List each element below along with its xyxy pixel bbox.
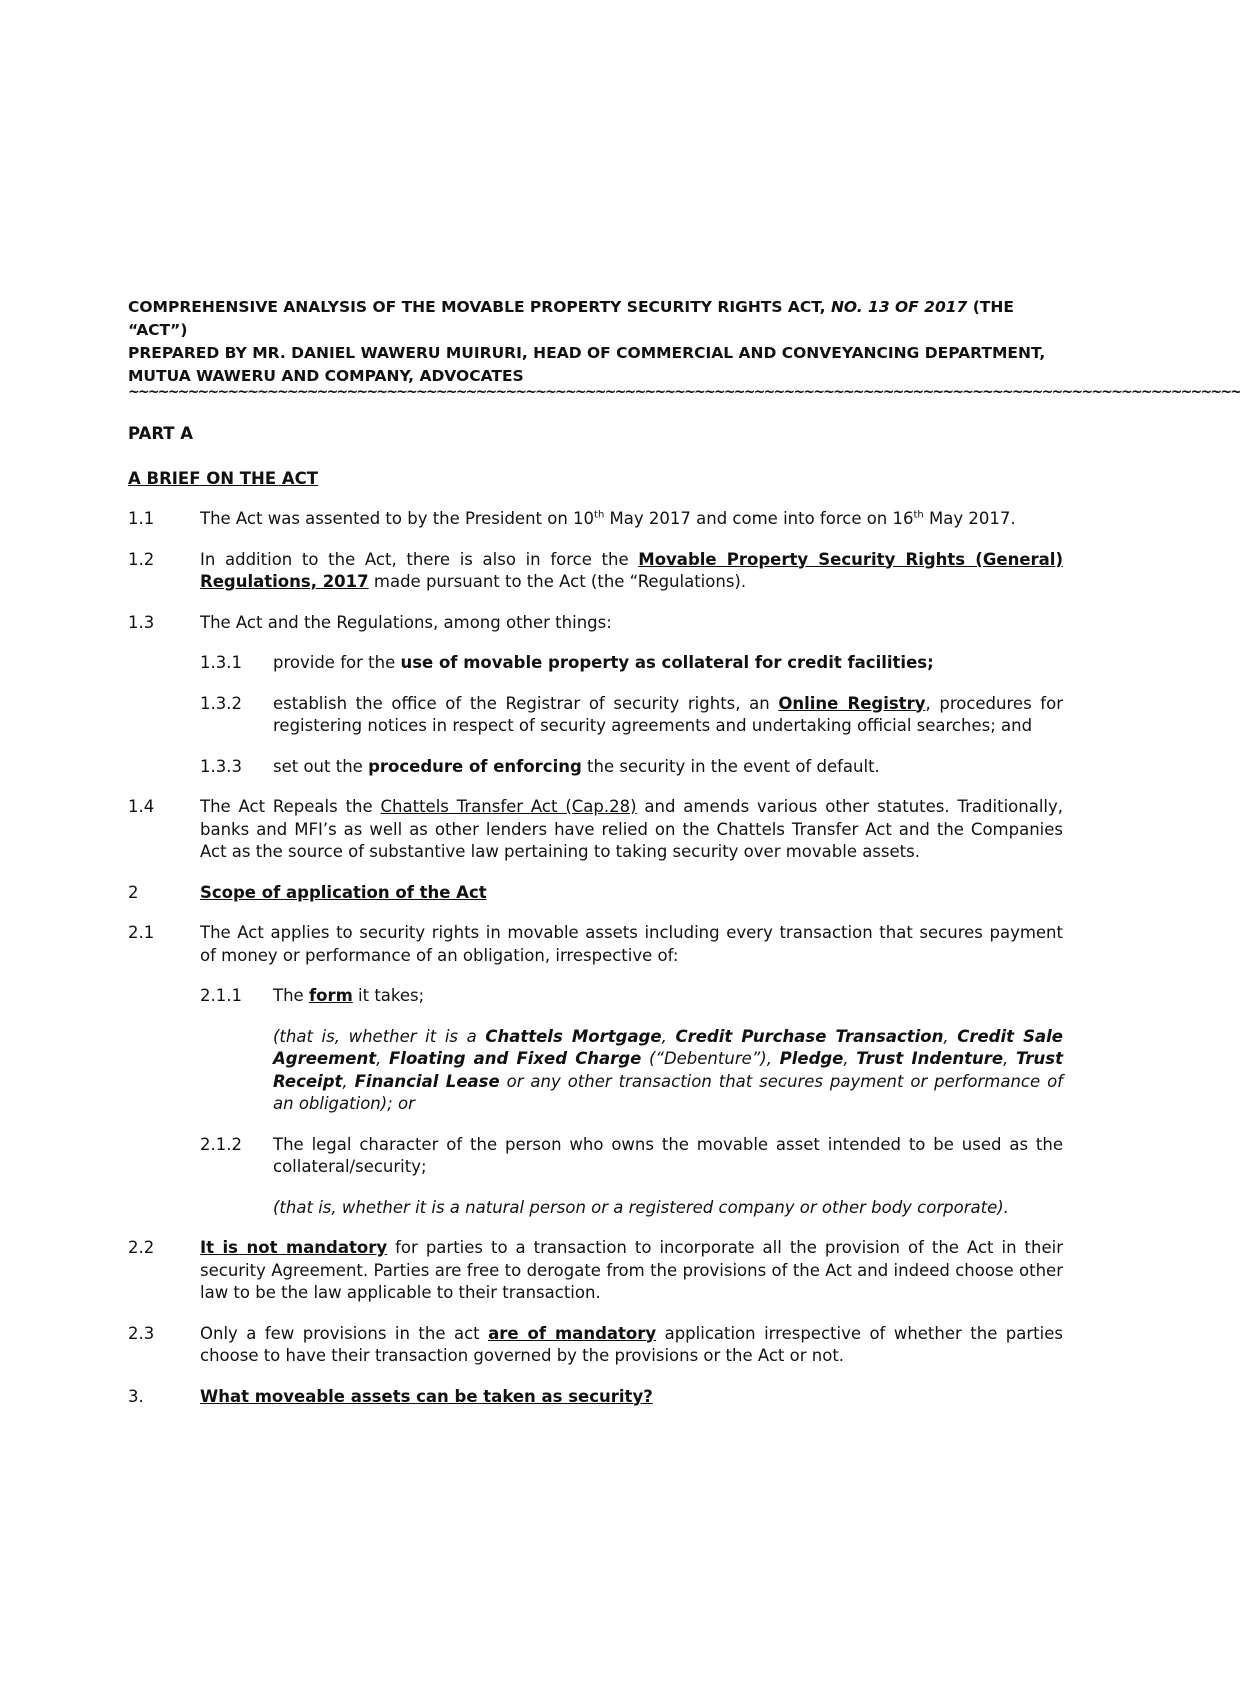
clause-1-3-1 [200, 652, 1063, 675]
header-line-2: PREPARED BY MR. DANIEL WAWERU MUIRURI, HEAD OF COMMERCIAL AND CONVEYANCING DEPARTMENT, [128, 344, 1046, 362]
clause-text: In addition to the Act, there is also in force the Movable Property Security Rights (General) Regulations, 2017 made pursuant to the Act (the “Regulations). [200, 549, 1063, 591]
clause-number: 2.3 [128, 1323, 155, 1343]
clause-text: It is not mandatory for parties to a transaction to incorporate all the provision of the Act in their security Agreement. Parties are free to derogate from the provisions of the Act and indeed choose other law to be the law applicable to their transaction. [200, 1238, 1063, 1302]
section-title: What moveable assets can be taken as security? [200, 1386, 653, 1406]
section-2-heading [128, 882, 1063, 905]
clause-text: The Act applies to security rights in movable assets including every transaction that secures payment of money or performance of an obligation, irrespective of: [200, 923, 1063, 965]
clause-2-1-1-note: (that is, whether it is a Chattels Mortgage, Credit Purchase Transaction, Credit Sale Agreement, Floating and Fixed Charge (“Debenture”), Pledge, Trust Indenture, Trust Receipt, Financial Lease or any other transaction that secures payment or performance of an obligation); or [273, 1026, 1063, 1113]
clause-2-1 [128, 922, 1063, 967]
document-header [128, 296, 1063, 388]
clause-1-3-3 [200, 756, 1063, 779]
clause-number: 1.3.2 [200, 693, 242, 713]
clause-1-3 [128, 612, 1063, 635]
section-title: Scope of application of the Act [200, 882, 487, 902]
header-line-3: MUTUA WAWERU AND COMPANY, ADVOCATES [128, 367, 524, 385]
clause-1-2 [128, 549, 1063, 594]
clause-text: The Act was assented to by the President on 10th May 2017 and come into force on 16th May 2017. [200, 509, 1016, 528]
clause-1-1 [128, 508, 1063, 531]
clause-text: The legal character of the person who owns the movable asset intended to be used as the collateral/security; [273, 1134, 1063, 1176]
clause-2-3 [128, 1323, 1063, 1368]
clause-number: 1.4 [128, 797, 155, 816]
clause-number: 1.1 [128, 509, 155, 528]
section-number: 2 [128, 882, 139, 902]
clause-number: 1.3.3 [200, 756, 242, 776]
section-number: 3. [128, 1386, 144, 1406]
clause-text: The form it takes; [273, 986, 425, 1005]
clause-2-2 [128, 1237, 1063, 1305]
clause-text: Only a few provisions in the act are of mandatory application irrespective of whether the parties choose to have their transaction governed by the provisions or the Act or not. [200, 1323, 1063, 1365]
clause-text: provide for the use of movable property as collateral for credit facilities; [273, 653, 934, 672]
clause-number: 2.1 [128, 923, 155, 942]
clause-text: establish the office of the Registrar of security rights, an Online Registry, procedures for registering notices in respect of security agreements and undertaking official searches; and [273, 693, 1063, 735]
chattels-transfer-act-reference: Chattels Transfer Act (Cap.28) [380, 797, 637, 816]
header-line-1: COMPREHENSIVE ANALYSIS OF THE MOVABLE PROPERTY SECURITY RIGHTS ACT, NO. 13 OF 2017 (THE “ACT”) [128, 298, 1014, 339]
clause-number: 2.1.2 [200, 1134, 242, 1154]
clause-text: The Act and the Regulations, among other things: [200, 612, 612, 632]
regulations-reference: Movable Property Security Rights (General) Regulations, 2017 [200, 549, 1063, 591]
document-page [128, 296, 1240, 1408]
part-subtitle: A BRIEF ON THE ACT [128, 468, 319, 488]
clause-text: The Act Repeals the Chattels Transfer Act (Cap.28) and amends various other statutes. Traditionally, banks and MFI’s as well as other lenders have relied on the Chattels Transfer Act and the Companies Act as the source of substantive law pertaining to taking security over movable assets. [200, 797, 1063, 861]
clause-number: 2.1.1 [200, 986, 242, 1005]
clause-1-3-2 [200, 693, 1063, 738]
clause-2-1-2-note: (that is, whether it is a natural person or a registered company or other body corporate). [273, 1197, 1009, 1217]
online-registry-reference: Online Registry [778, 693, 926, 713]
clause-text: set out the procedure of enforcing the security in the event of default. [273, 756, 880, 776]
clause-2-1-2 [200, 1134, 1063, 1179]
clause-number: 1.3.1 [200, 653, 242, 672]
clause-number: 1.2 [128, 549, 155, 569]
header-tilde-rule: ~~~~~~~~~~~~~~~~~~~~~~~~~~~~~~~~~~~~~~~~~~~~~~~~~~~~~~~~~~~~~~~~~~~~~~~~~~~~~~~~~~~~~~~~~~~~~~~~~~~~~~~~~~~~~~~~ [128, 384, 1240, 400]
clause-1-4 [128, 796, 1063, 864]
clause-number: 2.2 [128, 1238, 155, 1257]
clause-2-1-1 [200, 985, 1063, 1008]
section-3-heading [128, 1386, 1063, 1409]
clause-number: 1.3 [128, 612, 155, 632]
part-title: PART A [128, 424, 194, 443]
